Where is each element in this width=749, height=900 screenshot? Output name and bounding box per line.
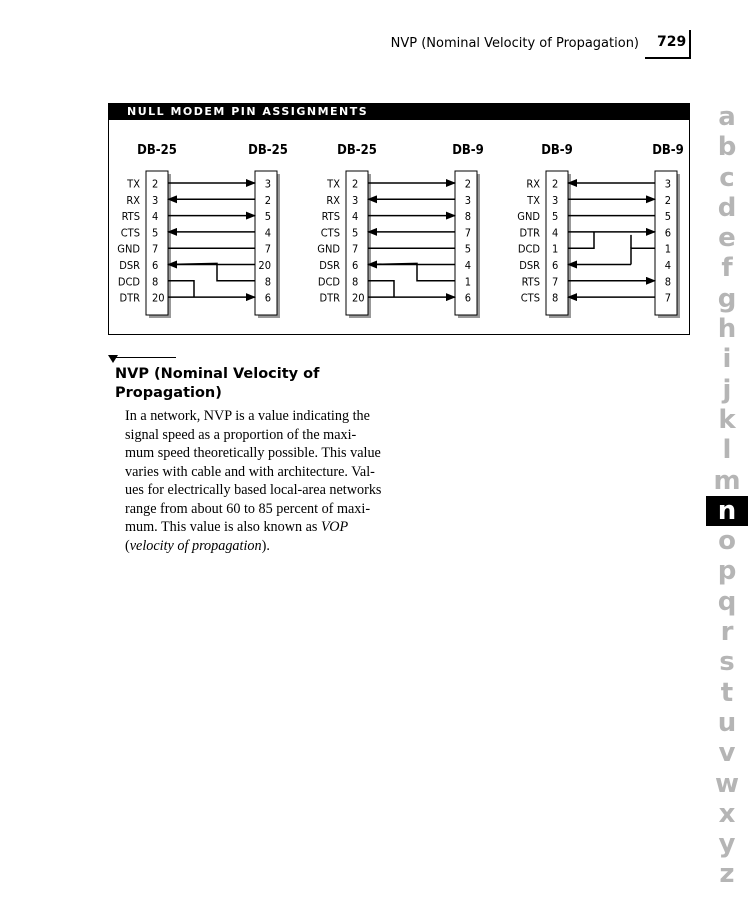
running-head: NVP (Nominal Velocity of Propagation) <box>390 36 639 51</box>
left-pin: 8 <box>552 291 559 305</box>
left-pin: 6 <box>152 259 159 272</box>
signal-label: GND <box>517 210 540 224</box>
body-line: range from about 60 to 85 percent of maxi- <box>125 500 371 517</box>
right-pin: 2 <box>464 177 471 191</box>
right-pin: 7 <box>264 242 271 256</box>
left-pin: 5 <box>552 210 559 224</box>
right-pin: 1 <box>664 242 671 256</box>
page-number: 729 <box>657 34 687 50</box>
right-pin: 3 <box>464 193 471 207</box>
left-pin: 8 <box>352 275 359 289</box>
thumb-letter-x: x <box>718 798 736 829</box>
left-pin: 5 <box>152 226 159 240</box>
figure-title: NULL MODEM PIN ASSIGNMENTS <box>109 104 689 120</box>
right-pin: 1 <box>464 275 471 289</box>
signal-label: CTS <box>320 226 340 240</box>
left-pin: 3 <box>352 193 359 207</box>
right-pin: 20 <box>258 259 271 272</box>
signal-label: RX <box>526 177 540 191</box>
signal-label: RTS <box>121 210 140 224</box>
thumb-letter-p: p <box>717 556 737 587</box>
thumb-letter-r: r <box>720 617 734 648</box>
left-pin: 4 <box>152 210 159 224</box>
right-pin: 6 <box>664 226 671 240</box>
signal-label: DSR <box>519 259 540 272</box>
body-line: mum speed theoretically possible. This value <box>125 445 381 461</box>
connector-right-label: DB-25 <box>248 143 288 158</box>
right-pin: 8 <box>464 210 471 224</box>
left-pin: 3 <box>552 193 559 207</box>
signal-label: TX <box>127 177 140 191</box>
thumb-letter-i: i <box>722 344 732 375</box>
thumb-letter-u: u <box>717 707 737 738</box>
connector-right-label: DB-9 <box>452 143 484 158</box>
right-pin: 5 <box>664 210 671 224</box>
left-pin: 2 <box>552 177 559 191</box>
thumb-letter-o: o <box>718 526 736 557</box>
left-pin: 2 <box>352 177 359 191</box>
thumb-letter-g: g <box>717 283 737 314</box>
right-pin: 8 <box>264 275 271 289</box>
connector-left-label: DB-9 <box>541 143 573 158</box>
thumb-index <box>706 102 749 890</box>
left-pin: 7 <box>352 242 359 256</box>
signal-label: RTS <box>521 275 540 289</box>
left-pin: 4 <box>352 210 359 224</box>
left-pin: 20 <box>352 291 365 305</box>
signal-label: DTR <box>119 291 140 305</box>
thumb-letter-l: l <box>722 435 732 466</box>
entry-title-line: NVP (Nominal Velocity of <box>115 366 320 382</box>
pin-diagram <box>109 104 689 334</box>
body-line: In a network, NVP is a value indicating the <box>125 408 370 424</box>
body-line: signal speed as a proportion of the maxi- <box>125 426 357 443</box>
thumb-letter-q: q <box>717 586 737 617</box>
right-pin: 3 <box>264 177 271 191</box>
wire <box>168 281 194 297</box>
body-line: mum. This value is also known as <box>125 519 321 535</box>
entry-rule <box>116 357 176 358</box>
left-pin: 6 <box>552 259 559 272</box>
signal-label: CTS <box>520 291 540 305</box>
paren-close: ). <box>261 537 270 554</box>
null-modem-figure <box>108 103 690 335</box>
right-pin: 7 <box>664 291 671 305</box>
signal-label: DCD <box>117 275 140 289</box>
right-pin: 6 <box>464 291 471 305</box>
thumb-letter-k: k <box>718 404 736 435</box>
thumb-letter-n: n <box>706 496 748 526</box>
thumb-letter-v: v <box>718 738 736 769</box>
left-pin: 6 <box>352 259 359 272</box>
signal-label: DSR <box>119 259 140 272</box>
thumb-letter-b: b <box>717 132 737 163</box>
connector-right-label: DB-9 <box>652 143 684 158</box>
wire <box>368 281 394 297</box>
paren-open: ( <box>125 537 130 554</box>
signal-label: CTS <box>120 226 140 240</box>
signal-label: RX <box>126 193 140 207</box>
wire <box>417 265 455 281</box>
left-pin: 4 <box>552 226 559 240</box>
thumb-letter-d: d <box>717 192 737 223</box>
left-pin: 7 <box>552 275 559 289</box>
signal-label: DSR <box>319 259 340 272</box>
right-pin: 2 <box>664 193 671 207</box>
signal-label: TX <box>327 177 340 191</box>
right-pin: 5 <box>264 210 271 224</box>
left-pin: 3 <box>152 193 159 207</box>
thumb-letter-a: a <box>718 102 736 132</box>
thumb-letter-s: s <box>719 647 735 678</box>
signal-label: GND <box>317 242 340 256</box>
thumb-letter-t: t <box>720 677 734 708</box>
entry-title-line: Propagation) <box>115 385 222 401</box>
thumb-letter-w: w <box>714 768 740 799</box>
right-pin: 5 <box>464 242 471 256</box>
left-pin: 1 <box>552 242 559 256</box>
right-pin: 4 <box>264 226 271 240</box>
entry-title <box>115 365 395 403</box>
right-pin: 4 <box>464 259 471 272</box>
right-pin: 7 <box>464 226 471 240</box>
right-pin: 2 <box>264 193 271 207</box>
thumb-letter-h: h <box>717 314 737 345</box>
left-pin: 7 <box>152 242 159 256</box>
thumb-letter-f: f <box>721 253 733 284</box>
thumb-letter-e: e <box>718 223 736 254</box>
thumb-letter-j: j <box>722 374 732 405</box>
signal-label: TX <box>527 193 540 207</box>
signal-label: RX <box>326 193 340 207</box>
signal-label: DTR <box>519 226 540 240</box>
left-pin: 8 <box>152 275 159 289</box>
right-pin: 6 <box>264 291 271 305</box>
right-pin: 3 <box>664 177 671 191</box>
right-pin: 4 <box>664 259 671 272</box>
italic-expansion: velocity of propagation <box>129 537 262 554</box>
body-line: varies with cable and with architecture. Val- <box>125 463 375 480</box>
thumb-letter-z: z <box>719 859 735 890</box>
left-pin: 5 <box>352 226 359 240</box>
body-line: ues for electrically based local-area networks <box>125 482 382 498</box>
thumb-letter-m: m <box>713 465 741 496</box>
thumb-letter-y: y <box>718 829 736 860</box>
signal-label: RTS <box>321 210 340 224</box>
connector-left-label: DB-25 <box>337 143 377 158</box>
header-rule <box>645 57 690 59</box>
wire <box>568 232 594 248</box>
signal-label: DCD <box>317 275 340 289</box>
connector-left-label: DB-25 <box>137 143 177 158</box>
thumb-letter-c: c <box>719 162 735 193</box>
signal-label: DCD <box>517 242 540 256</box>
italic-term: VOP <box>321 519 349 535</box>
wire <box>631 248 655 264</box>
wire <box>217 265 255 281</box>
signal-label: DTR <box>319 291 340 305</box>
header-vertical-rule <box>689 30 691 59</box>
right-pin: 8 <box>664 275 671 289</box>
entry-body <box>125 407 395 555</box>
left-pin: 2 <box>152 177 159 191</box>
left-pin: 20 <box>152 291 165 305</box>
signal-label: GND <box>117 242 140 256</box>
